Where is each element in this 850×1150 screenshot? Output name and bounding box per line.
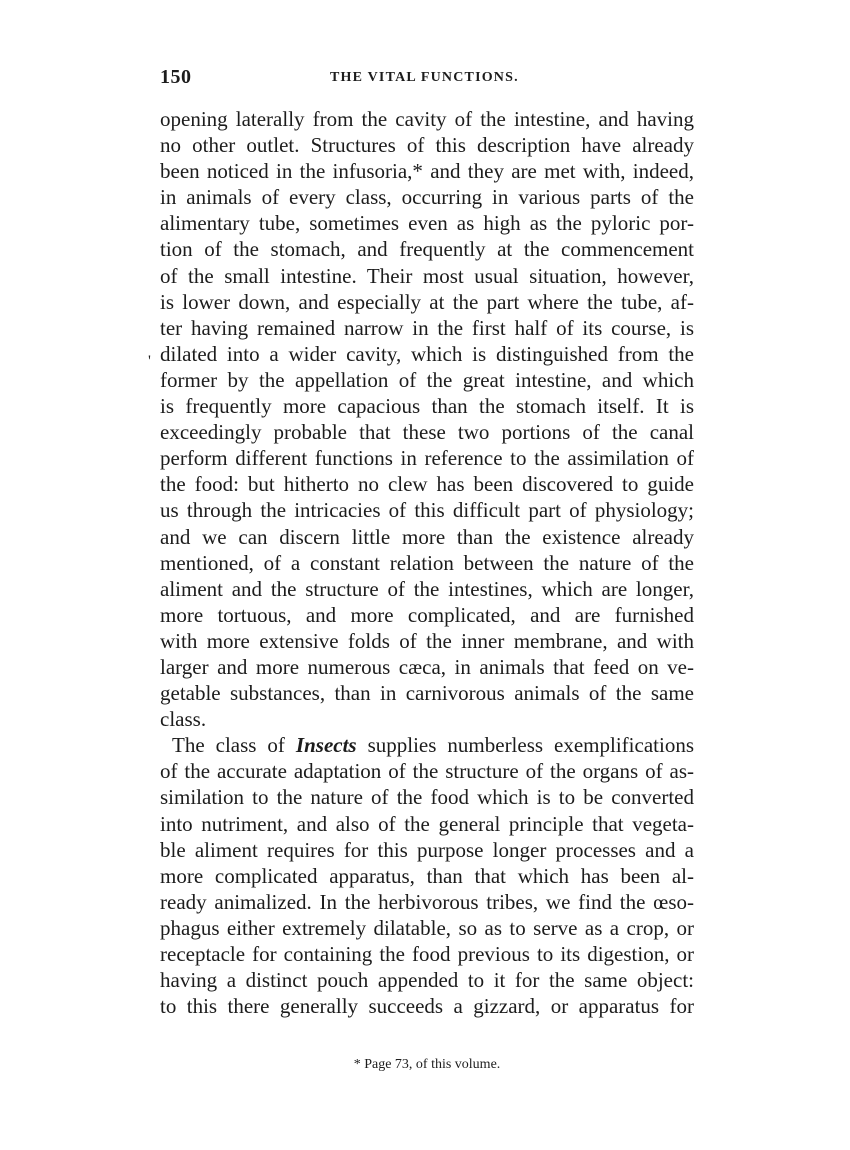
- text-line: having a distinct pouch appended to it for the same object:: [160, 968, 694, 993]
- text-line: class.: [160, 707, 207, 732]
- text-line: exceedingly probable that these two portions of the canal: [160, 420, 694, 445]
- text-line: us through the intricacies of this difficult part of physiology;: [160, 498, 694, 523]
- text-line: ter having remained narrow in the first half of its course, is: [160, 315, 694, 340]
- text-line: opening laterally from the cavity of the intestine, and having: [160, 107, 694, 131]
- paragraph-2: [160, 732, 694, 1019]
- text-line: getable substances, than in carnivorous animals of the same: [160, 681, 694, 706]
- text-line: of the accurate adaptation of the structure of the organs of as-: [160, 759, 694, 784]
- text-line: into nutriment, and also of the general principle that vegeta-: [160, 811, 694, 836]
- page-number: 150: [160, 66, 192, 88]
- text-line: of the small intestine. Their most usual situation, however,: [160, 263, 694, 288]
- text-line: phagus either extremely dilatable, so as to serve as a crop, or: [160, 915, 694, 940]
- italic-term: Insects: [295, 733, 357, 758]
- running-head: [160, 66, 693, 92]
- text-line: and we can discern little more than the existence already: [160, 524, 694, 549]
- text-line: ready animalized. In the herbivorous tribes, we find the œso-: [160, 889, 694, 914]
- text-line: more tortuous, and more complicated, and are furnished: [160, 602, 694, 627]
- text-line: in animals of every class, occurring in various parts of the: [160, 185, 694, 210]
- text-line: with more extensive folds of the inner membrane, and with: [160, 628, 694, 653]
- text-line: receptacle for containing the food previous to its digestion, or: [160, 942, 694, 966]
- text-line: more complicated apparatus, than that which has been al-: [160, 863, 694, 888]
- paragraph-1: [160, 106, 694, 732]
- text-line: tion of the stomach, and frequently at the commencement: [160, 237, 694, 262]
- text-line: no other outlet. Structures of this description have already: [160, 133, 694, 158]
- text-line: is frequently more capacious than the stomach itself. It is: [160, 394, 694, 419]
- text-line: aliment and the structure of the intestines, which are longer,: [160, 576, 694, 601]
- text-line: dilated into a wider cavity, which is distinguished from the: [160, 341, 694, 366]
- footnote: * Page 73, of this volume.: [353, 1057, 501, 1072]
- text-line: mentioned, of a constant relation between the nature of the: [160, 550, 694, 575]
- running-title: THE VITAL FUNCTIONS.: [330, 70, 519, 85]
- text-line: larger and more numerous cæca, in animals that feed on ve-: [160, 654, 694, 679]
- text-run: The class of: [172, 733, 296, 758]
- text-line: perform different functions in reference to the assimilation of: [160, 446, 694, 471]
- text-line: the food: but hitherto no clew has been discovered to guide: [160, 472, 694, 497]
- text-line: ble aliment requires for this purpose longer processes and a: [160, 837, 694, 862]
- text-line: been noticed in the infusoria,* and they are met with, indeed,: [160, 159, 694, 184]
- text-line: is lower down, and especially at the part where the tube, af-: [160, 289, 694, 314]
- margin-mark: ': [148, 353, 151, 370]
- body-text: [160, 106, 694, 1019]
- text-line: similation to the nature of the food which is to be converted: [160, 785, 694, 810]
- text-line: former by the appellation of the great intestine, and which: [160, 367, 694, 392]
- text-line: [160, 732, 694, 758]
- text-line: to this there generally succeeds a gizzard, or apparatus for: [160, 994, 694, 1019]
- text-line: alimentary tube, sometimes even as high as the pyloric por-: [160, 211, 694, 236]
- text-run: supplies numberless exemplifications: [356, 733, 694, 758]
